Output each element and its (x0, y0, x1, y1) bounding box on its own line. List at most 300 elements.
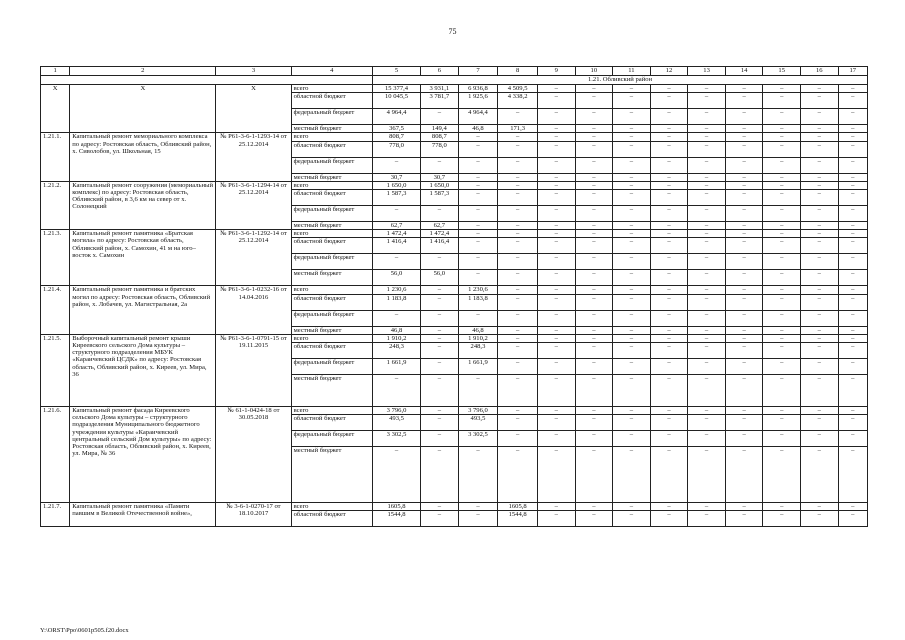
value-cell: – (421, 334, 459, 342)
dash-cell: – (763, 326, 801, 334)
budget-table (40, 66, 868, 527)
item-number: 1.21.2. (41, 181, 70, 229)
dash-cell: – (537, 238, 575, 254)
value-cell: 3 302,5 (458, 431, 498, 447)
column-number: 13 (688, 67, 726, 76)
dash-cell: – (763, 222, 801, 230)
value-cell: – (498, 133, 538, 141)
dash-cell: – (763, 133, 801, 141)
dash-cell: – (613, 141, 651, 157)
dash-cell: – (650, 326, 688, 334)
dash-cell: – (537, 431, 575, 447)
expertise-number: № Р61-3-6-1-1293-14 от 25.12.2014 (216, 133, 291, 181)
dash-cell: – (838, 230, 867, 238)
dash-cell: – (688, 359, 726, 375)
value-cell: – (498, 238, 538, 254)
dash-cell: – (763, 431, 801, 447)
dash-cell: – (575, 415, 613, 431)
dash-cell: – (725, 254, 763, 270)
value-cell: – (421, 511, 459, 527)
item-name: Капитальный ремонт памятника «Братская могила» по адресу: Ростовская область, Обливский район, х. Самохин, 41 м на юго–восток х. Самохин (70, 230, 216, 286)
dash-cell: – (575, 431, 613, 447)
value-cell: – (498, 254, 538, 270)
dash-cell: – (801, 190, 839, 206)
column-number: 1 (41, 67, 70, 76)
value-cell: 4 964,4 (458, 109, 498, 125)
dash-cell: – (801, 415, 839, 431)
dash-cell: – (537, 511, 575, 527)
budget-type: областной бюджет (291, 141, 372, 157)
dash-cell: – (537, 326, 575, 334)
value-cell: – (458, 181, 498, 189)
dash-cell: – (575, 407, 613, 415)
value-cell: 171,3 (498, 125, 538, 133)
dash-cell: – (801, 133, 839, 141)
dash-cell: – (575, 294, 613, 310)
value-cell: – (498, 343, 538, 359)
value-cell: – (458, 511, 498, 527)
table-row (41, 334, 868, 342)
dash-cell: – (801, 93, 839, 109)
column-number: 12 (650, 67, 688, 76)
dash-cell: – (838, 407, 867, 415)
dash-cell: – (537, 222, 575, 230)
dash-cell: – (688, 85, 726, 93)
dash-cell: – (575, 125, 613, 133)
dash-cell: – (763, 375, 801, 407)
dash-cell: – (763, 141, 801, 157)
table-row (41, 407, 868, 415)
column-number: 8 (498, 67, 538, 76)
dash-cell: – (688, 503, 726, 511)
dash-cell: – (575, 157, 613, 173)
dash-cell: – (688, 173, 726, 181)
dash-cell: – (537, 343, 575, 359)
column-number: 11 (613, 67, 651, 76)
item-name: Капитальный ремонт сооружения (мемориальный комплекс) по адресу: Ростовская область, Обливский район, в 3,6 км на север от х. Солонецкий (70, 181, 216, 229)
value-cell: – (498, 206, 538, 222)
value-cell: 30,7 (373, 173, 421, 181)
value-cell: – (498, 334, 538, 342)
value-cell: 4 509,5 (498, 85, 538, 93)
dash-cell: – (537, 157, 575, 173)
dash-cell: – (801, 503, 839, 511)
dash-cell: – (650, 343, 688, 359)
value-cell: – (458, 230, 498, 238)
dash-cell: – (838, 343, 867, 359)
dash-cell: – (801, 222, 839, 230)
dash-cell: – (537, 310, 575, 326)
value-cell: – (458, 270, 498, 286)
dash-cell: – (763, 511, 801, 527)
dash-cell: – (725, 407, 763, 415)
dash-cell: – (763, 310, 801, 326)
dash-cell: – (725, 109, 763, 125)
dash-cell: – (575, 511, 613, 527)
dash-cell: – (801, 375, 839, 407)
budget-type: областной бюджет (291, 343, 372, 359)
value-cell: – (498, 141, 538, 157)
dash-cell: – (688, 222, 726, 230)
value-cell: – (421, 359, 459, 375)
value-cell: 1 416,4 (373, 238, 421, 254)
value-cell: – (421, 375, 459, 407)
dash-cell: – (537, 407, 575, 415)
dash-cell: – (763, 109, 801, 125)
value-cell: 1605,8 (498, 503, 538, 511)
item-number: 1.21.5. (41, 334, 70, 406)
dash-cell: – (763, 286, 801, 294)
dash-cell: – (801, 343, 839, 359)
item-name: Выборочный капитальный ремонт крыши Киреевского сельского Дома культуры – структурного подразделения МБУК «Караичевский ЦСДК» по адресу: Ростовская область, Обливский район, х. Киреев, ул. Мира, 36 (70, 334, 216, 406)
dash-cell: – (725, 206, 763, 222)
value-cell: 1 661,9 (458, 359, 498, 375)
item-number: 1.21.6. (41, 407, 70, 503)
item-name: Капитальный ремонт памятника «Памяти павшим в Великой Отечественной войне», (70, 503, 216, 527)
dash-cell: – (838, 334, 867, 342)
dash-cell: – (763, 85, 801, 93)
value-cell: – (373, 447, 421, 503)
dash-cell: – (838, 415, 867, 431)
dash-cell: – (575, 334, 613, 342)
dash-cell: – (763, 206, 801, 222)
dash-cell: – (575, 85, 613, 93)
value-cell: – (458, 190, 498, 206)
dash-cell: – (725, 133, 763, 141)
item-number: Х (41, 85, 70, 133)
dash-cell: – (575, 173, 613, 181)
dash-cell: – (575, 286, 613, 294)
dash-cell: – (537, 230, 575, 238)
value-cell: – (421, 407, 459, 415)
column-number: 14 (725, 67, 763, 76)
column-number: 5 (373, 67, 421, 76)
budget-type: всего (291, 230, 372, 238)
value-cell: 367,5 (373, 125, 421, 133)
value-cell: 1605,8 (373, 503, 421, 511)
dash-cell: – (801, 238, 839, 254)
dash-cell: – (688, 286, 726, 294)
dash-cell: – (650, 511, 688, 527)
expertise-number: № 61-1-0424-18 от 30.05.2018 (216, 407, 291, 503)
dash-cell: – (650, 415, 688, 431)
dash-cell: – (838, 270, 867, 286)
dash-cell: – (763, 190, 801, 206)
value-cell: – (498, 407, 538, 415)
dash-cell: – (650, 359, 688, 375)
dash-cell: – (688, 190, 726, 206)
budget-type: всего (291, 503, 372, 511)
value-cell: – (421, 286, 459, 294)
dash-cell: – (838, 359, 867, 375)
dash-cell: – (575, 222, 613, 230)
dash-cell: – (537, 447, 575, 503)
dash-cell: – (838, 141, 867, 157)
dash-cell: – (838, 503, 867, 511)
dash-cell: – (725, 173, 763, 181)
column-number: 4 (291, 67, 372, 76)
dash-cell: – (801, 181, 839, 189)
dash-cell: – (763, 415, 801, 431)
value-cell: 1 925,6 (458, 93, 498, 109)
dash-cell: – (838, 133, 867, 141)
dash-cell: – (650, 109, 688, 125)
value-cell: 56,0 (373, 270, 421, 286)
value-cell: 62,7 (373, 222, 421, 230)
dash-cell: – (613, 190, 651, 206)
dash-cell: – (838, 238, 867, 254)
value-cell: – (498, 173, 538, 181)
table-row (41, 286, 868, 294)
budget-type: местный бюджет (291, 447, 372, 503)
value-cell: 1 910,2 (458, 334, 498, 342)
dash-cell: – (537, 133, 575, 141)
dash-cell: – (613, 286, 651, 294)
value-cell: 778,0 (373, 141, 421, 157)
value-cell: 1 650,0 (373, 181, 421, 189)
dash-cell: – (838, 294, 867, 310)
dash-cell: – (838, 326, 867, 334)
value-cell: – (498, 222, 538, 230)
budget-type: федеральный бюджет (291, 157, 372, 173)
column-number: 17 (838, 67, 867, 76)
budget-type: местный бюджет (291, 125, 372, 133)
dash-cell: – (838, 254, 867, 270)
dash-cell: – (575, 254, 613, 270)
dash-cell: – (801, 286, 839, 294)
dash-cell: – (688, 133, 726, 141)
dash-cell: – (575, 270, 613, 286)
budget-type: федеральный бюджет (291, 431, 372, 447)
value-cell: – (498, 109, 538, 125)
dash-cell: – (575, 447, 613, 503)
dash-cell: – (725, 181, 763, 189)
section-title-row (41, 76, 868, 85)
value-cell: 46,8 (458, 326, 498, 334)
dash-cell: – (801, 511, 839, 527)
dash-cell: – (575, 141, 613, 157)
dash-cell: – (838, 206, 867, 222)
dash-cell: – (537, 294, 575, 310)
dash-cell: – (650, 206, 688, 222)
value-cell: – (498, 270, 538, 286)
value-cell: – (421, 431, 459, 447)
dash-cell: – (537, 286, 575, 294)
dash-cell: – (537, 206, 575, 222)
dash-cell: – (537, 173, 575, 181)
dash-cell: – (613, 407, 651, 415)
value-cell: – (421, 326, 459, 334)
budget-type: областной бюджет (291, 511, 372, 527)
value-cell: 1 472,4 (421, 230, 459, 238)
dash-cell: – (838, 125, 867, 133)
dash-cell: – (537, 359, 575, 375)
value-cell: – (421, 447, 459, 503)
dash-cell: – (613, 133, 651, 141)
value-cell: – (421, 157, 459, 173)
dash-cell: – (688, 447, 726, 503)
dash-cell: – (575, 310, 613, 326)
dash-cell: – (801, 230, 839, 238)
value-cell: – (458, 206, 498, 222)
value-cell: – (421, 206, 459, 222)
value-cell: – (498, 286, 538, 294)
value-cell: – (458, 222, 498, 230)
value-cell: – (498, 375, 538, 407)
dash-cell: – (838, 511, 867, 527)
value-cell: 46,8 (373, 326, 421, 334)
dash-cell: – (688, 326, 726, 334)
dash-cell: – (613, 125, 651, 133)
budget-type: областной бюджет (291, 93, 372, 109)
dash-cell: – (575, 326, 613, 334)
dash-cell: – (688, 343, 726, 359)
file-path-footer: Y:\ORST\Ppo\0601p505.f20.docx (40, 627, 129, 634)
dash-cell: – (613, 270, 651, 286)
column-number: 15 (763, 67, 801, 76)
dash-cell: – (613, 173, 651, 181)
dash-cell: – (725, 511, 763, 527)
dash-cell: – (650, 286, 688, 294)
dash-cell: – (650, 93, 688, 109)
dash-cell: – (763, 503, 801, 511)
dash-cell: – (613, 93, 651, 109)
dash-cell: – (613, 447, 651, 503)
dash-cell: – (650, 334, 688, 342)
dash-cell: – (688, 375, 726, 407)
dash-cell: – (688, 238, 726, 254)
table-row (41, 133, 868, 141)
dash-cell: – (763, 93, 801, 109)
item-number: 1.21.4. (41, 286, 70, 334)
value-cell: – (373, 310, 421, 326)
dash-cell: – (688, 511, 726, 527)
dash-cell: – (537, 93, 575, 109)
dash-cell: – (650, 503, 688, 511)
dash-cell: – (725, 93, 763, 109)
blank-cell (41, 76, 373, 85)
dash-cell: – (725, 85, 763, 93)
value-cell: 15 377,4 (373, 85, 421, 93)
dash-cell: – (688, 270, 726, 286)
dash-cell: – (725, 326, 763, 334)
dash-cell: – (688, 310, 726, 326)
dash-cell: – (763, 238, 801, 254)
dash-cell: – (613, 343, 651, 359)
item-number: 1.21.7. (41, 503, 70, 527)
dash-cell: – (613, 375, 651, 407)
dash-cell: – (613, 310, 651, 326)
expertise-number: № Р61-3-6-1-1294-14 от 25.12.2014 (216, 181, 291, 229)
budget-type: всего (291, 407, 372, 415)
value-cell: 1 183,8 (373, 294, 421, 310)
dash-cell: – (650, 181, 688, 189)
dash-cell: – (725, 294, 763, 310)
dash-cell: – (801, 125, 839, 133)
value-cell: – (498, 157, 538, 173)
dash-cell: – (537, 85, 575, 93)
value-cell: – (458, 141, 498, 157)
dash-cell: – (763, 181, 801, 189)
dash-cell: – (725, 230, 763, 238)
dash-cell: – (801, 254, 839, 270)
item-name: Х (70, 85, 216, 133)
dash-cell: – (763, 359, 801, 375)
dash-cell: – (575, 133, 613, 141)
value-cell: – (458, 173, 498, 181)
dash-cell: – (650, 157, 688, 173)
value-cell: 3 302,5 (373, 431, 421, 447)
dash-cell: – (688, 294, 726, 310)
dash-cell: – (725, 141, 763, 157)
value-cell: 493,5 (458, 415, 498, 431)
value-cell: 1 472,4 (373, 230, 421, 238)
dash-cell: – (838, 310, 867, 326)
dash-cell: – (650, 173, 688, 181)
dash-cell: – (613, 230, 651, 238)
dash-cell: – (725, 415, 763, 431)
dash-cell: – (688, 93, 726, 109)
value-cell: – (421, 343, 459, 359)
dash-cell: – (613, 109, 651, 125)
dash-cell: – (688, 407, 726, 415)
budget-type: всего (291, 334, 372, 342)
value-cell: – (421, 415, 459, 431)
value-cell: 1 416,4 (421, 238, 459, 254)
value-cell: – (421, 109, 459, 125)
dash-cell: – (838, 85, 867, 93)
dash-cell: – (575, 503, 613, 511)
value-cell: 1 230,6 (373, 286, 421, 294)
item-name: Капитальный ремонт фасада Киреевского сельского Дома культуры – структурного подразделения Муниципального бюджетного учреждения культуры «Караичевский центральный сельский Дом культуры» по адресу: Ростовская область, Обливский район, х. Киреев, ул. Мира, № 36 (70, 407, 216, 503)
column-number-row (41, 67, 868, 76)
dash-cell: – (650, 230, 688, 238)
budget-type: федеральный бюджет (291, 109, 372, 125)
value-cell: 1 230,6 (458, 286, 498, 294)
value-cell: – (458, 503, 498, 511)
dash-cell: – (537, 334, 575, 342)
page-number: 75 (448, 27, 457, 36)
value-cell: – (373, 206, 421, 222)
dash-cell: – (801, 109, 839, 125)
table-row (41, 85, 868, 93)
value-cell: 1 650,0 (421, 181, 459, 189)
value-cell: – (421, 254, 459, 270)
dash-cell: – (650, 254, 688, 270)
section-title: 1.21. Обливский район (373, 76, 868, 85)
expertise-number: № Р61-3-6-1-1292-14 от 25.12.2014 (216, 230, 291, 286)
dash-cell: – (801, 359, 839, 375)
dash-cell: – (801, 85, 839, 93)
dash-cell: – (838, 286, 867, 294)
budget-type: всего (291, 133, 372, 141)
value-cell: 1 587,3 (373, 190, 421, 206)
value-cell: 493,5 (373, 415, 421, 431)
expertise-number: № 3-6-1-0270-17 от 18.10.2017 (216, 503, 291, 527)
value-cell: 10 045,5 (373, 93, 421, 109)
dash-cell: – (763, 407, 801, 415)
dash-cell: – (650, 447, 688, 503)
dash-cell: – (725, 286, 763, 294)
value-cell: 1 661,9 (373, 359, 421, 375)
dash-cell: – (801, 206, 839, 222)
value-cell: 808,7 (373, 133, 421, 141)
value-cell: 1544,8 (373, 511, 421, 527)
dash-cell: – (650, 141, 688, 157)
dash-cell: – (650, 190, 688, 206)
dash-cell: – (725, 447, 763, 503)
value-cell: 4 338,2 (498, 93, 538, 109)
